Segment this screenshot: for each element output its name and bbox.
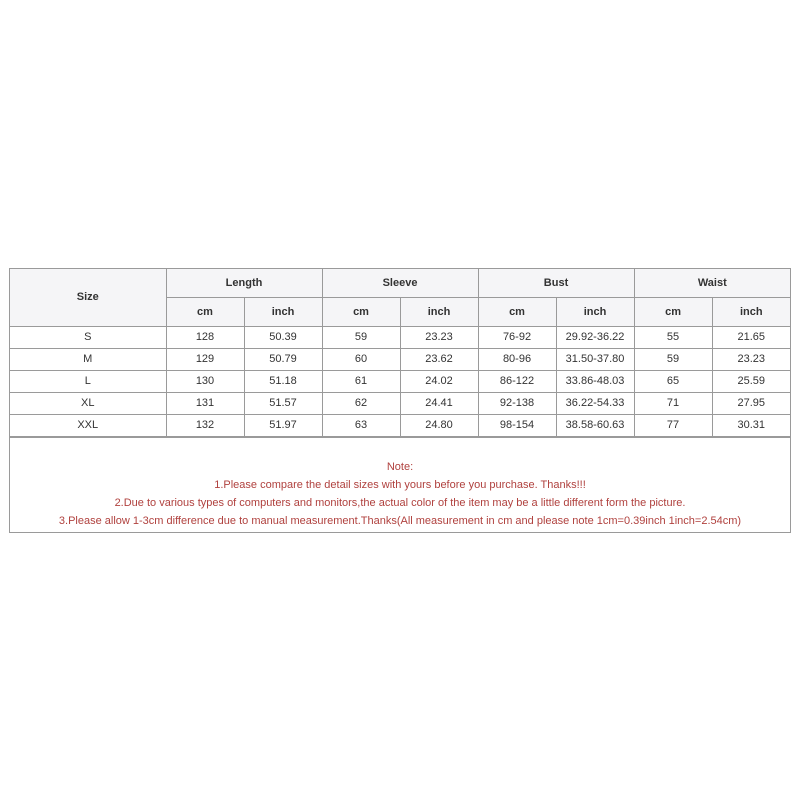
size-table [10, 269, 790, 437]
note-line-3: 3.Please allow 1-3cm difference due to manual measurement.Thanks(All measurement in cm and please note 1cm=0.39inch 1inch=2.54cm) [58, 515, 742, 527]
note-line-2: 2.Due to various types of computers and monitors,the actual color of the item may be a little different form the picture. [114, 497, 686, 509]
unit-header-inch: inch [712, 298, 790, 327]
table-row [10, 371, 790, 393]
measurement-cell: 131 [166, 393, 244, 415]
measurement-cell: 92-138 [478, 393, 556, 415]
measurement-cell: 33.86-48.03 [556, 371, 634, 393]
measurement-cell: 24.41 [400, 393, 478, 415]
size-label: XL [10, 393, 166, 415]
measurement-cell: 132 [166, 415, 244, 437]
measurement-cell: 62 [322, 393, 400, 415]
measurement-cell: 30.31 [712, 415, 790, 437]
measurement-cell: 50.79 [244, 349, 322, 371]
measurement-cell: 50.39 [244, 327, 322, 349]
measurement-cell: 31.50-37.80 [556, 349, 634, 371]
bust-header: Bust [478, 269, 634, 298]
measurement-cell: 77 [634, 415, 712, 437]
measurement-cell: 129 [166, 349, 244, 371]
measurement-cell: 60 [322, 349, 400, 371]
unit-header-cm: cm [166, 298, 244, 327]
unit-header-cm: cm [478, 298, 556, 327]
measurement-cell: 80-96 [478, 349, 556, 371]
size-chart [9, 268, 791, 533]
measurement-cell: 51.57 [244, 393, 322, 415]
measurement-cell: 24.80 [400, 415, 478, 437]
size-label: L [10, 371, 166, 393]
measurement-cell: 65 [634, 371, 712, 393]
measurement-cell: 36.22-54.33 [556, 393, 634, 415]
measurement-cell: 24.02 [400, 371, 478, 393]
size-header: Size [10, 269, 166, 327]
measurement-cell: 86-122 [478, 371, 556, 393]
length-header: Length [166, 269, 322, 298]
table-row [10, 349, 790, 371]
measurement-cell: 51.18 [244, 371, 322, 393]
note-title: Note: [386, 461, 414, 473]
measurement-cell: 23.23 [400, 327, 478, 349]
unit-header-inch: inch [244, 298, 322, 327]
measurement-cell: 61 [322, 371, 400, 393]
measurement-cell: 59 [322, 327, 400, 349]
measurement-cell: 130 [166, 371, 244, 393]
measurement-cell: 51.97 [244, 415, 322, 437]
measurement-cell: 23.62 [400, 349, 478, 371]
sleeve-header: Sleeve [322, 269, 478, 298]
table-row [10, 393, 790, 415]
unit-header-cm: cm [322, 298, 400, 327]
measurement-cell: 59 [634, 349, 712, 371]
size-label: XXL [10, 415, 166, 437]
unit-header-cm: cm [634, 298, 712, 327]
measurement-cell: 38.58-60.63 [556, 415, 634, 437]
measurement-cell: 27.95 [712, 393, 790, 415]
measurement-cell: 55 [634, 327, 712, 349]
measurement-cell: 23.23 [712, 349, 790, 371]
size-label: S [10, 327, 166, 349]
measurement-cell: 128 [166, 327, 244, 349]
note-line-1: 1.Please compare the detail sizes with yours before you purchase. Thanks!!! [214, 479, 586, 491]
measurement-cell: 76-92 [478, 327, 556, 349]
table-row [10, 415, 790, 437]
notes-section [10, 437, 790, 532]
size-rows [10, 327, 790, 437]
measurement-cell: 98-154 [478, 415, 556, 437]
size-label: M [10, 349, 166, 371]
unit-header-inch: inch [556, 298, 634, 327]
group-header-row [10, 269, 790, 298]
table-row [10, 327, 790, 349]
measurement-cell: 71 [634, 393, 712, 415]
waist-header: Waist [634, 269, 790, 298]
measurement-cell: 29.92-36.22 [556, 327, 634, 349]
measurement-cell: 25.59 [712, 371, 790, 393]
measurement-cell: 63 [322, 415, 400, 437]
measurement-cell: 21.65 [712, 327, 790, 349]
unit-header-inch: inch [400, 298, 478, 327]
